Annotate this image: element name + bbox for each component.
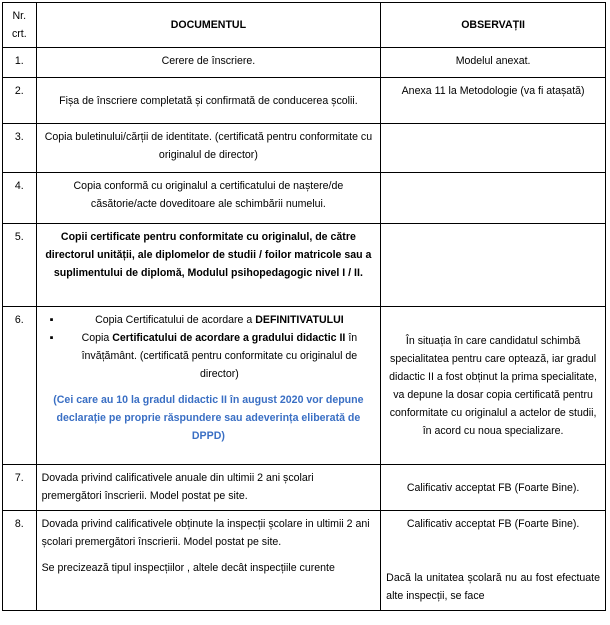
row-number: 5. (3, 224, 37, 307)
row-document (36, 307, 381, 465)
header-observations: OBSERVAȚII (381, 3, 606, 48)
table-header-row (3, 3, 606, 48)
row-document-extra: Se precizează tipul inspecțiilor , altele decât inspecțiile curente (41, 562, 335, 574)
table-row (3, 48, 606, 78)
header-nr: Nr. crt. (3, 3, 37, 48)
table-row (3, 307, 606, 465)
row-observation: În situația în care candidatul schimbă specialitatea pentru care optează, iar gradul didactic II a fost obținut la prima specialitate, va depune la dosar copia certificată pentru conformitate cu originalul a actelor de studii, în acord cu noua specializare. (381, 307, 606, 465)
item-text: Copia Certificatului de acordare a (95, 314, 256, 326)
table-row (3, 224, 606, 307)
row-number: 6. (3, 307, 37, 465)
header-document: DOCUMENTUL (36, 3, 381, 48)
row-document: Copii certificate pentru conformitate cu originalul, de către directorul unității, ale diplomelor de studii / foilor matricole sau a suplimentului de diplomă, Modulul psihopedagogic nivel I / II. (36, 224, 381, 307)
row-document: Fișa de înscriere completată și confirmată de conducerea școlii. (36, 78, 381, 124)
row-observation: Calificativ acceptat FB (Foarte Bine). (381, 465, 606, 511)
item-bold-text: Certificatului de acordare a gradului didactic II (112, 332, 346, 344)
row-observation (381, 224, 606, 307)
table-row (3, 173, 606, 224)
item-text: Copia (81, 332, 113, 344)
table-row (3, 124, 606, 173)
item-bold-text: DEFINITIVATULUI (255, 314, 344, 326)
table-row (3, 511, 606, 611)
documents-table (2, 2, 606, 611)
row-observation-extra: Dacă la unitatea școlară nu au fost efectuate alte inspecții, se face (386, 572, 600, 602)
row-document: Cerere de înscriere. (36, 48, 381, 78)
row-number: 7. (3, 465, 37, 511)
row-observation-text: Calificativ acceptat FB (Foarte Bine). (406, 518, 580, 530)
row-note: (Cei care au 10 la gradul didactic II în august 2020 vor depune declarație pe proprie răspundere sau adeverința eliberată de DPPD) (53, 394, 364, 442)
certificate-list (42, 311, 376, 383)
list-item (64, 311, 376, 329)
row-number: 1. (3, 48, 37, 78)
row-observation (381, 173, 606, 224)
row-observation: Anexa 11 la Metodologie (va fi atașată) (381, 78, 606, 124)
row-document-text: Dovada privind calificativele obținute la inspecții școlare in ultimii 2 ani școlari premergători înscrierii. Model postat pe site. (41, 518, 370, 548)
row-observation (381, 124, 606, 173)
list-item (64, 329, 376, 383)
row-observation: Modelul anexat. (381, 48, 606, 78)
row-number: 8. (3, 511, 37, 611)
row-observation (381, 511, 606, 611)
table-row (3, 78, 606, 124)
row-number: 3. (3, 124, 37, 173)
row-number: 2. (3, 78, 37, 124)
item-text: în învățământ. (certificată pentru conformitate cu originalul de director) (81, 332, 358, 380)
row-document: Dovada privind calificativele anuale din ultimii 2 ani școlari premergători înscrierii. Model postat pe site. (36, 465, 381, 511)
table-row (3, 465, 606, 511)
row-document: Copia conformă cu originalul a certificatului de naștere/de căsătorie/acte doveditoare ale schimbării numelui. (36, 173, 381, 224)
row-number: 4. (3, 173, 37, 224)
row-document: Copia buletinului/cărții de identitate. (certificată pentru conformitate cu originalul de director) (36, 124, 381, 173)
row-document (36, 511, 381, 611)
